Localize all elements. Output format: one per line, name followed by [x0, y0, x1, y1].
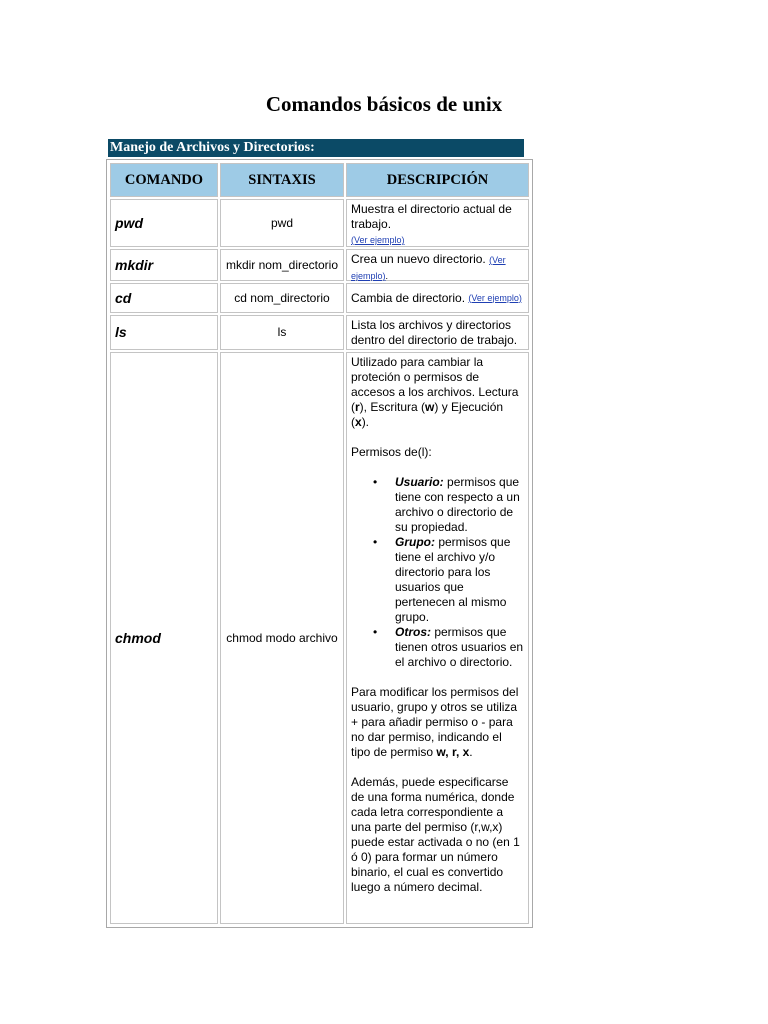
permisos-label: Permisos de(l): [351, 445, 432, 459]
description-cd [346, 283, 529, 313]
chmod-modify: Para modificar los permisos del usuario, grupo y otros se utiliza + para añadir permiso o - para no dar permiso, indicando el tipo de permiso w, r, x. [351, 685, 519, 759]
header-descripcion: DESCRIPCIÓN [346, 163, 529, 197]
command-ls: ls [110, 315, 218, 350]
period: . [385, 271, 389, 281]
chmod-numeric: Además, puede especificarse de una forma numérica, donde cada letra correspondiente a una parte del permiso (r,w,x) puede estar activada o no (en 1 ó 0) para formar un número binario, el cual es convertido luego a número decimal. [351, 775, 520, 894]
header-comando: COMANDO [110, 163, 218, 197]
description-chmod [346, 352, 529, 924]
description-text: Lista los archivos y directorios dentro del directorio de trabajo. [351, 317, 518, 347]
commands-table [106, 159, 533, 928]
list-item: • Grupo: permisos que tiene el archivo y/o directorio para los usuarios que pertenecen al mismo grupo. [395, 535, 524, 625]
permissions-list [351, 475, 524, 670]
chmod-intro: Utilizado para cambiar la proteción o permisos de accesos a los archivos. Lectura (r), Escritura (w) y Ejecución (x). [351, 355, 519, 429]
syntax-chmod: chmod modo archivo [220, 352, 344, 924]
ver-ejemplo-link[interactable]: (Ver ejemplo) [351, 235, 405, 245]
section-title: Manejo de Archivos y Directorios: [108, 139, 524, 157]
ver-ejemplo-link[interactable]: (Ver ejemplo) [468, 292, 522, 303]
description-ls [346, 315, 529, 350]
syntax-cd: cd nom_directorio [220, 283, 344, 313]
ver-ejemplo-link[interactable]: (Ver [489, 255, 506, 265]
syntax-mkdir: mkdir nom_directorio [220, 249, 344, 281]
command-cd: cd [110, 283, 218, 313]
description-pwd [346, 199, 529, 247]
syntax-ls: ls [220, 315, 344, 350]
syntax-pwd: pwd [220, 199, 344, 247]
list-item: • Usuario: permisos que tiene con respecto a un archivo o directorio de su propiedad. [395, 475, 524, 535]
header-sintaxis: SINTAXIS [220, 163, 344, 197]
page-title: Comandos básicos de unix [265, 92, 503, 116]
description-text: Muestra el directorio actual de trabajo. [351, 202, 512, 231]
description-text: Cambia de directorio. [351, 290, 466, 305]
list-item: • Otros: permisos que tienen otros usuarios en el archivo o directorio. [395, 625, 524, 670]
description-text: Crea un nuevo directorio. [351, 252, 486, 266]
ver-ejemplo-link-continued[interactable]: ejemplo) [351, 271, 386, 281]
command-mkdir: mkdir [110, 249, 218, 281]
description-mkdir [346, 249, 529, 281]
command-pwd: pwd [110, 199, 218, 247]
command-chmod: chmod [110, 352, 218, 924]
